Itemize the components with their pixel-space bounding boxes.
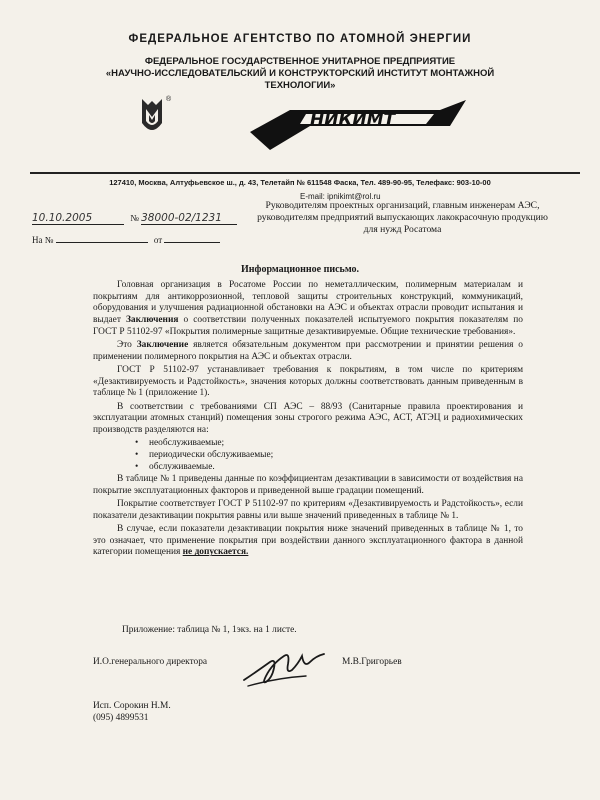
list-item: • периодически обслуживаемые; <box>149 450 523 462</box>
signatory-title: И.О.генерального директора <box>93 657 208 667</box>
registered-mark: ® <box>166 96 172 103</box>
incoming-number-field <box>56 232 148 243</box>
incoming-date-field <box>164 232 220 243</box>
enterprise-full-name: «НАУЧНО-ИССЛЕДОВАТЕЛЬСКИЙ И КОНСТРУКТОРСКИЙ ИНСТИТУТ МОНТАЖНОЙ ТЕХНОЛОГИИ» <box>105 68 495 91</box>
annex-note: Приложение: таблица № 1, 1экз. на 1 листе. <box>122 625 297 635</box>
paragraph-5: В таблице № 1 приведены данные по коэффициентам дезактивации в зависимости от воздействия на покрытие эксплуатационных факторов и приведенной выше градации помещений. <box>93 474 523 496</box>
paragraph-1: Головная организация в Росатоме России по неметаллическим, полимерным материалам и покрытиям для антикоррозионной, тепловой защиты строительных конструкций, коммуникаций, оборудования и улучшения радиационной обстановки на АЭС и объектах отрасли проводит испытания и выдает Заключения о соответствии полученных показателей испытуемого покрытия показателям по ГОСТ Р 51102-97 «Покрытия полимерные защитные дезактивируемые. Общие технические требования». <box>93 280 523 337</box>
paragraph-4: В соответствии с требованиями СП АЭС – 88/93 (Санитарные правила проектирования и эксплуатации атомных станций) помещения зоны строгого режима АЭС, АСТ, АТЭЦ и радиохимических производств разделяются на: <box>93 401 523 435</box>
email-address: E-mail: ipnikimt@rol.ru <box>300 192 381 201</box>
letter-number: 38000-02/1231 <box>141 212 222 224</box>
recipient-block: Руководителям проектных организаций, главным инженерам АЭС, руководителям предприятий выпускающих лакокрасочную продукцию для нужд Росатома <box>257 200 548 235</box>
enterprise-name <box>70 56 530 92</box>
on-number-label: На № <box>32 235 54 245</box>
from-label: от <box>153 235 163 245</box>
executor-block <box>93 700 171 724</box>
company-logo <box>250 100 466 150</box>
enterprise-type: ФЕДЕРАЛЬНОЕ ГОСУДАРСТВЕННОЕ УНИТАРНОЕ ПРЕДПРИЯТИЕ <box>144 56 456 67</box>
executor-phone: (095) 4899531 <box>93 713 149 723</box>
letter-title: Информационное письмо. <box>240 264 360 275</box>
paragraph-3: ГОСТ Р 51102-97 устанавливает требования к покрытиям, в том числе по критериям «Дезактивируемость и Радстойкость», значения которых должны соответствовать данным приведенным в таблице № 1 (приложение 1). <box>93 364 523 399</box>
letter-date-field <box>32 212 124 225</box>
outgoing-reference <box>32 212 237 225</box>
executor-name: Исп. Сорокин Н.М. <box>93 701 171 711</box>
emblem-icon <box>140 95 164 139</box>
paragraph-7: В случае, если показатели дезактивации покрытия ниже значений приведенных в таблице № 1, то это означает, что применение покрытия при воздействии данного эксплуатационного фактора в данной категории помещения не допускается. <box>93 524 523 558</box>
header-divider <box>30 172 580 174</box>
number-label: № <box>130 213 139 223</box>
letter-body <box>93 280 523 561</box>
paragraph-2: Это Заключение является обязательным документом при рассмотрении и принятии решения о применении полимерного покрытия на АЭС и объектах отрасли. <box>93 340 523 362</box>
list-item: • обслуживаемые. <box>149 462 523 474</box>
signatory-name: М.В.Григорьев <box>342 657 402 667</box>
list-item: • необслуживаемые; <box>149 438 523 450</box>
premises-list <box>93 438 523 473</box>
logo-text: НИКИМТ <box>310 110 396 130</box>
letter-number-field <box>141 212 237 225</box>
contact-line: 127410, Москва, Алтуфьевское ш., д. 43, Телетайп № 611548 Фаска, Тел. 489-90-95, Телефакс: 903-10-00 <box>109 178 491 187</box>
letter-date: 10.10.2005 <box>32 212 93 224</box>
handwritten-signature <box>236 642 336 692</box>
paragraph-6: Покрытие соответствует ГОСТ Р 51102-97 по критериям «Дезактивируемость и Радстойкость», если показатели дезактивации покрытия равны или выше значений приведенных в таблице № 1. <box>93 499 523 521</box>
incoming-reference <box>32 232 220 245</box>
agency-name: ФЕДЕРАЛЬНОЕ АГЕНТСТВО ПО АТОМНОЙ ЭНЕРГИИ <box>128 33 472 45</box>
